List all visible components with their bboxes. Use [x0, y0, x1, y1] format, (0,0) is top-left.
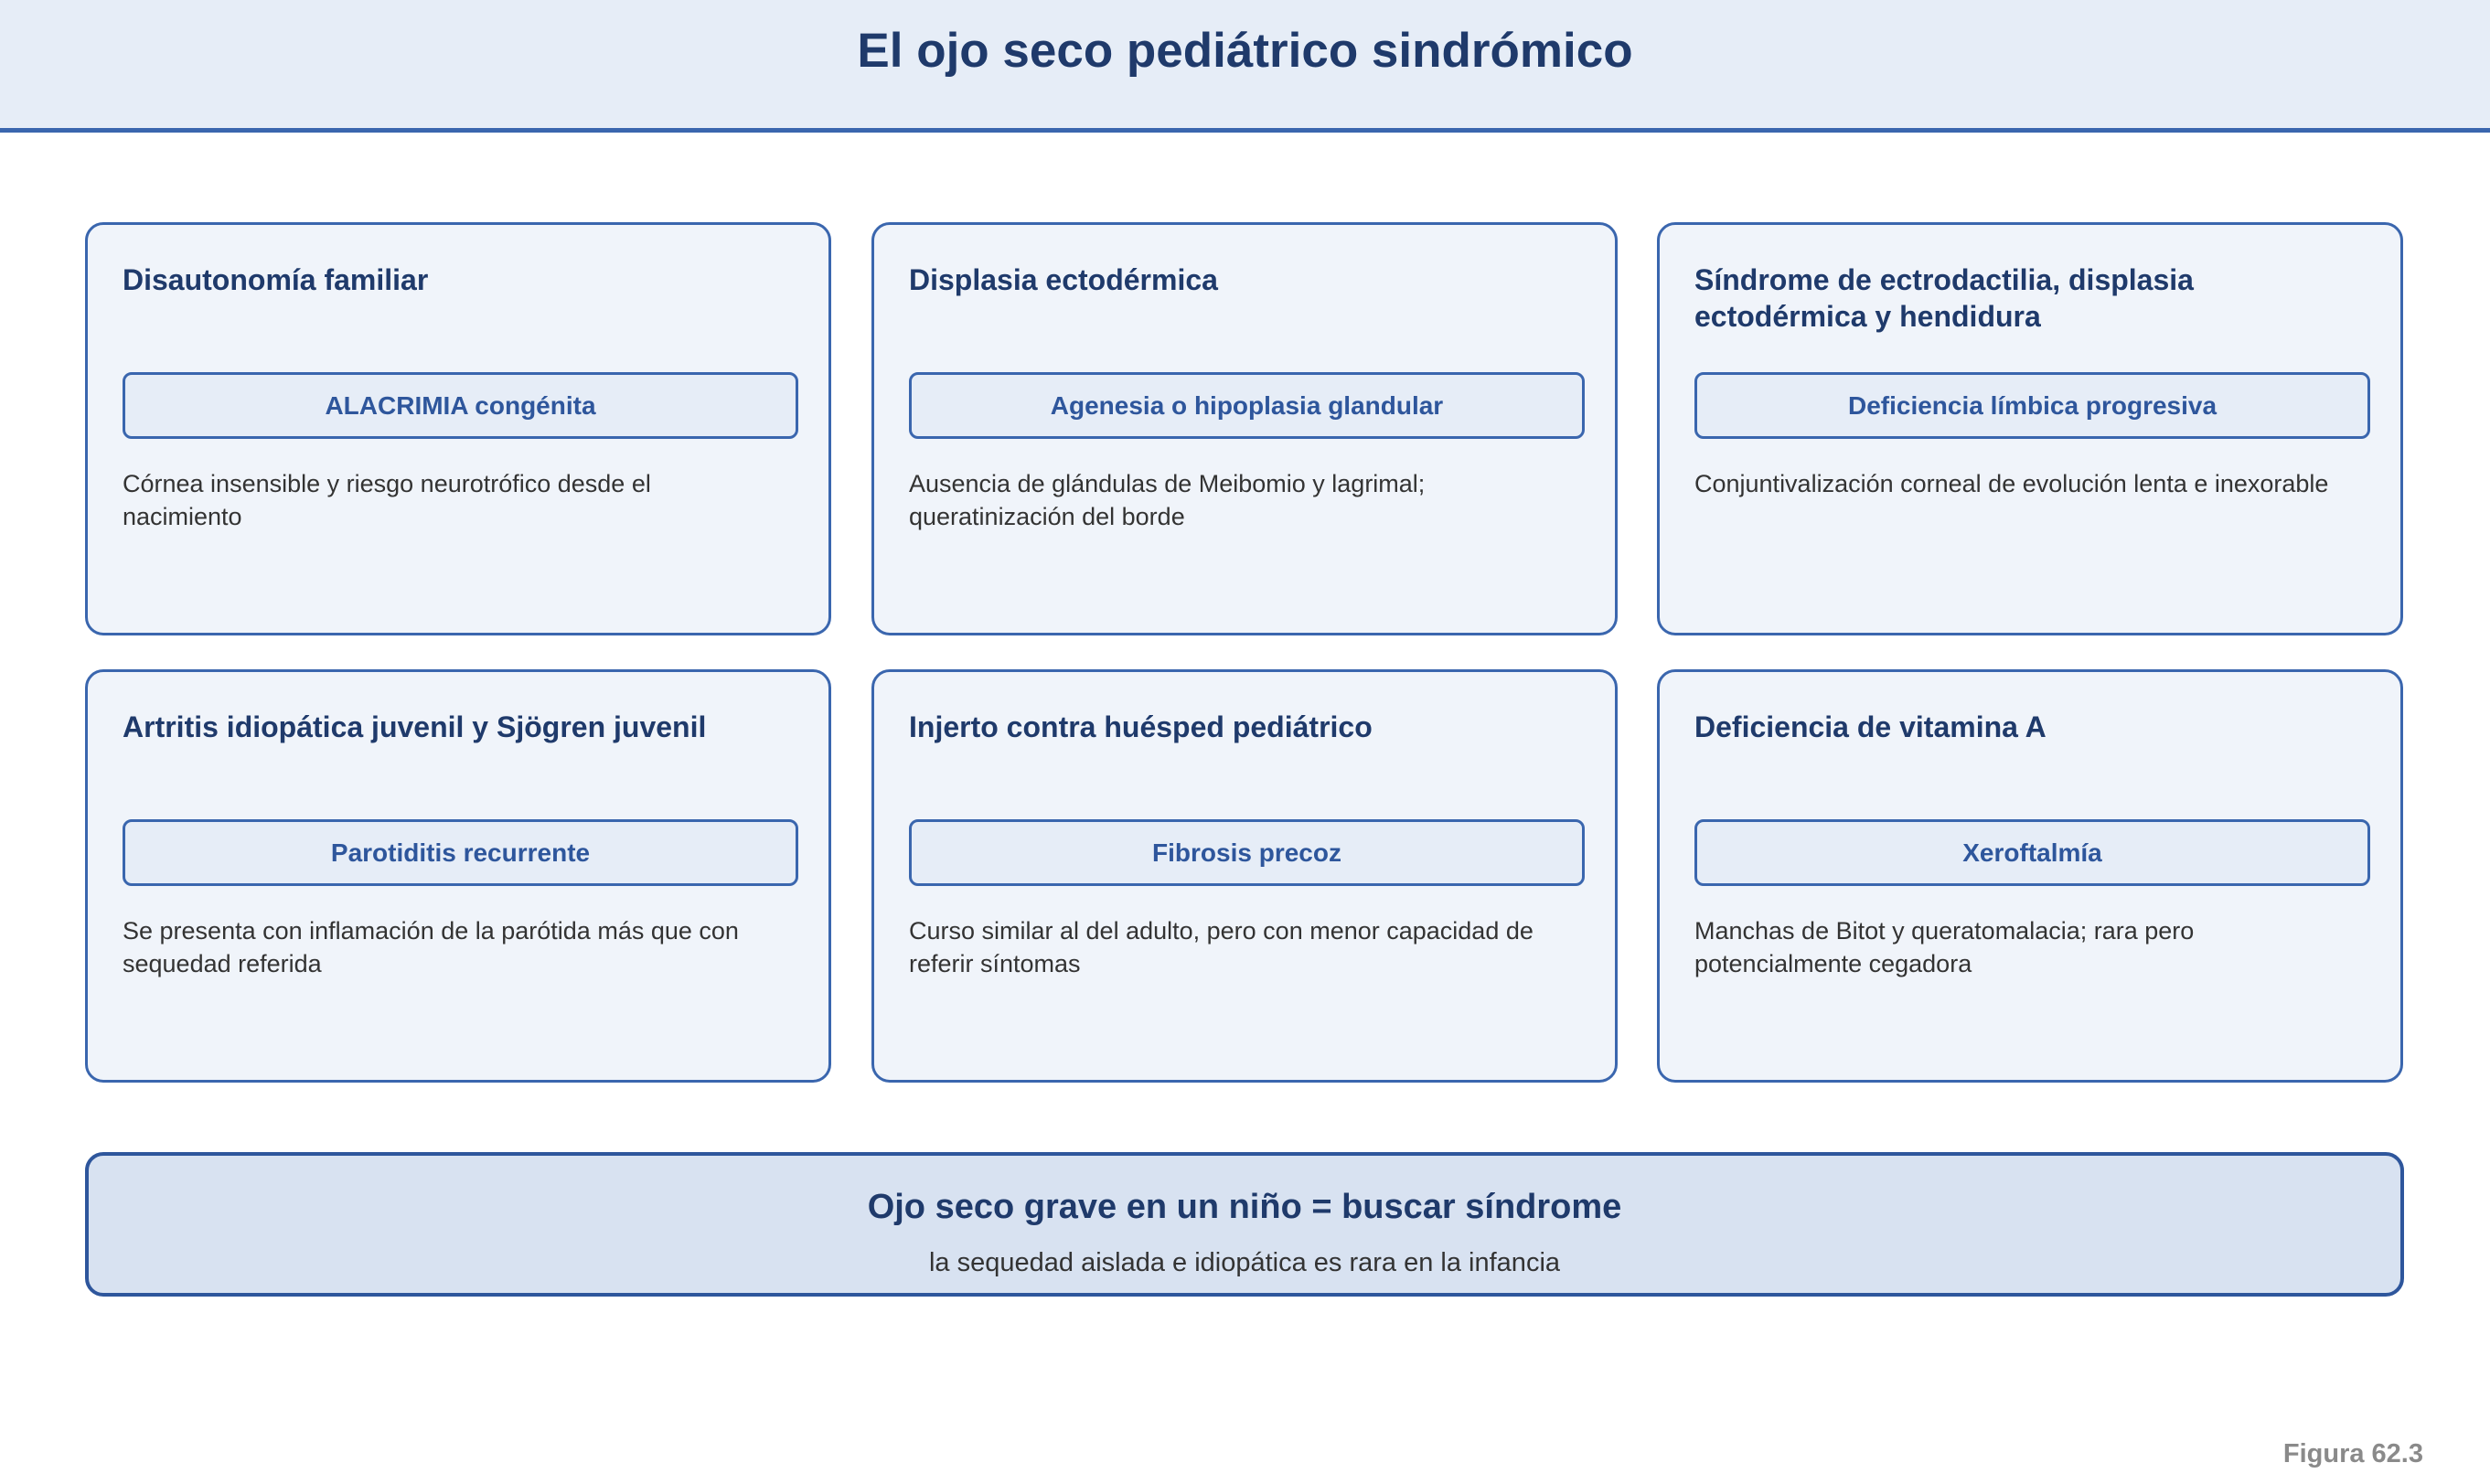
- card-vitamina-a: [1657, 669, 2403, 1083]
- card-tag: Agenesia o hipoplasia glandular: [909, 372, 1585, 439]
- card-tag: Fibrosis precoz: [909, 819, 1585, 886]
- summary-box: [85, 1152, 2404, 1297]
- card-description: Córnea insensible y riesgo neurotrófico desde el nacimiento: [123, 470, 651, 530]
- card-artritis: [85, 669, 831, 1083]
- card-description: Curso similar al del adulto, pero con menor capacidad de referir síntomas: [909, 917, 1534, 977]
- summary-title: Ojo seco grave en un niño = buscar síndrome: [867, 1188, 1622, 1226]
- header-banner: [0, 0, 2490, 133]
- card-title: Displasia ectodérmica: [909, 263, 1218, 296]
- card-description: Se presenta con inflamación de la parótida más que con sequedad referida: [123, 917, 739, 977]
- card-tag: Deficiencia límbica progresiva: [1694, 372, 2370, 439]
- card-disautonomia: [85, 222, 831, 635]
- card-tag: Xeroftalmía: [1694, 819, 2370, 886]
- card-title: Injerto contra huésped pediátrico: [909, 710, 1373, 743]
- card-title: Disautonomía familiar: [123, 263, 429, 296]
- card-tag: ALACRIMIA congénita: [123, 372, 798, 439]
- card-tag: Parotiditis recurrente: [123, 819, 798, 886]
- card-description: Manchas de Bitot y queratomalacia; rara pero potencialmente cegadora: [1694, 917, 2195, 977]
- card-description: Conjuntivalización corneal de evolución lenta e inexorable: [1694, 470, 2329, 497]
- card-injerto: [871, 669, 1618, 1083]
- card-title: Síndrome de ectrodactilia, displasia ectodérmica y hendidura: [1694, 263, 2194, 333]
- card-title: Artritis idiopática juvenil y Sjögren juvenil: [123, 710, 707, 743]
- card-title: Deficiencia de vitamina A: [1694, 710, 2047, 743]
- card-description: Ausencia de glándulas de Meibomio y lagrimal; queratinización del borde: [909, 470, 1426, 530]
- card-displasia: [871, 222, 1618, 635]
- summary-subtitle: la sequedad aislada e idiopática es rara en la infancia: [928, 1248, 1561, 1277]
- page-title: El ojo seco pediátrico sindrómico: [857, 23, 1633, 78]
- card-ectrodactilia: [1657, 222, 2403, 635]
- figure-label: Figura 62.3: [2282, 1439, 2423, 1468]
